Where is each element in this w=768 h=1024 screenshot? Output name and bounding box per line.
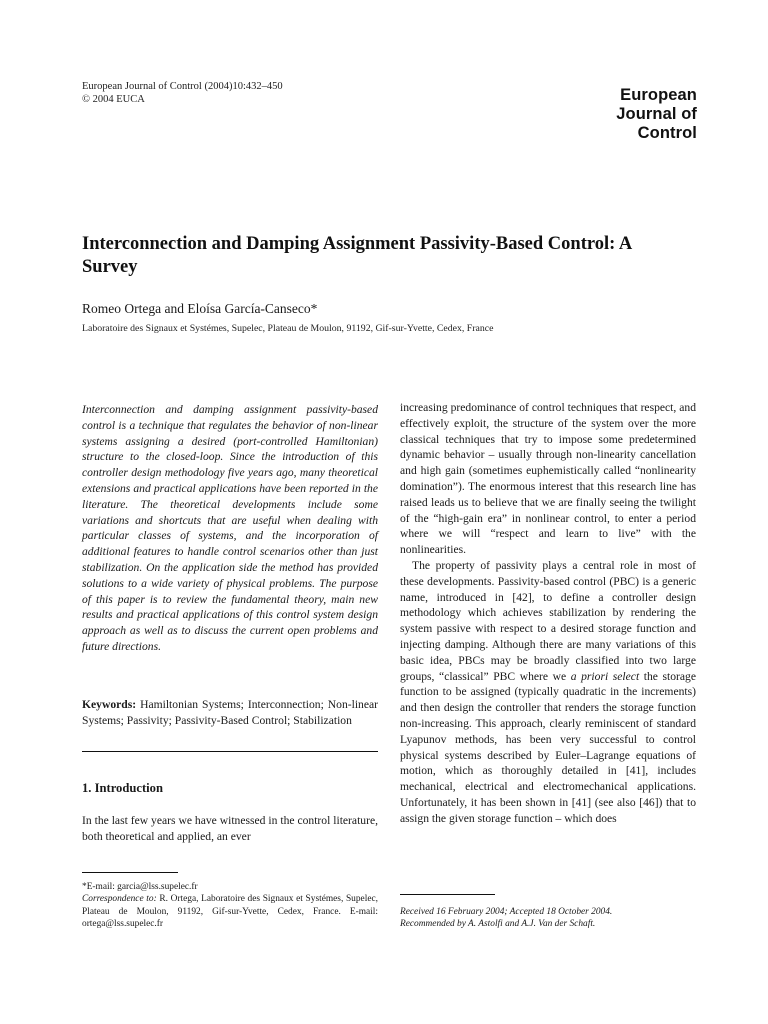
paragraph-2-part-b: the storage function to be assigned (typically quadratic in the increments) and then design the controller that renders the storage function non-increasing. This approach, clearly reminiscent of standard Lyapunov methods, has been very successful to control physical systems described by Euler–Lagrange equations of motion, which as thoroughly detailed in [41], includes mechanical, electrical and electromechanical applications. Unfortunately, it has been shown in [41] (see also [46]) that to assign the given storage function – which does <box>400 669 696 825</box>
author-affiliation: Laboratoire des Signaux et Systémes, Supelec, Plateau de Moulon, 91192, Gif-sur-Yvette, Cedex, France <box>82 323 494 334</box>
logo-line-1: European <box>620 86 697 104</box>
paragraph-2-part-a: The property of passivity plays a central role in most of these developments. Passivity-based control (PBC) is a generic name, introduced in [42], to define a controller design methodology which achieves stabilization by rendering the system passive with respect to a desired storage function and injecting damping. Although there are many variations of this basic idea, PBCs may be broadly classified into two large groups, “classical” PBC where we <box>400 558 696 683</box>
logo-line-3: Control <box>637 124 697 142</box>
received-dates: Received 16 February 2004; Accepted 18 October 2004. <box>400 907 613 917</box>
introduction-text: In the last few years we have witnessed in the control literature, both theoretical and applied, an ever <box>82 814 378 843</box>
paragraph-2 <box>400 558 696 827</box>
recommended-by: Recommended by A. Astolfi and A.J. Van der Schaft. <box>400 919 596 930</box>
keywords-label: Keywords: <box>82 698 137 711</box>
copyright-line: © 2004 EUCA <box>82 94 145 105</box>
right-column-body <box>400 400 696 827</box>
abstract: Interconnection and damping assignment passivity-based control is a technique that regulates the behavior of non-linear systems assigning a desired (port-controlled Hamiltonian) structure to the closed-loop. Since the introduction of this controller design methodology five years ago, many theoretical extensions and practical applications have been reported in the literature. The theoretical developments include some variations and shortcuts that are useful when dealing with particular classes of systems, and the incorporation of additional features to handle control scenarios other than just stabilization. On the application side the method has provided solutions to a wide variety of physical problems. The purpose of this paper is to review the fundamental theory, main new results and practical applications of this control system design approach as well as to discuss the current open problems and future directions. <box>82 403 378 653</box>
journal-reference <box>82 80 283 106</box>
footnote-correspondence <box>82 893 378 930</box>
paragraph-2-emphasis: a priori select <box>570 669 640 683</box>
paragraph-1: increasing predominance of control techniques that respect, and effectively exploit, the structure of the system over the more classical techniques that try to impose some predetermined dynamic behavior – usually through non-linearity cancellation and high gain (sometimes euphemistically called “nonlinearity domination”). The enormous interest that this research line has raised leads us to believe that we are finally seeing the twilight of the “high-gain era” in nonlinear control, to enter a period where we will “respect and learn to live” with the nonlinearities. <box>400 401 696 557</box>
logo-line-2: Journal of <box>616 105 697 123</box>
article-title: Interconnection and Damping Assignment Passivity-Based Control: A Survey <box>82 234 632 277</box>
article-authors: Romeo Ortega and Eloísa García-Canseco* <box>82 301 318 316</box>
received-divider <box>400 894 495 895</box>
correspondence-text: R. Ortega, Laboratoire des Signaux et Systémes, Supelec, Plateau de Moulon, 91192, Gif-sur-Yvette, Cedex, France. E-mail: ortega@lss.supelec.fr <box>82 894 378 930</box>
footnote-divider <box>82 872 178 873</box>
keywords-text: Hamiltonian Systems; Interconnection; Non-linear Systems; Passivity; Passivity-Based Control; Stabilization <box>82 698 378 727</box>
received-note <box>400 906 696 931</box>
correspondence-label: Correspondence to: <box>82 894 157 905</box>
section-divider <box>82 751 378 752</box>
footnote-email: *E-mail: garcia@lss.supelec.fr <box>82 882 198 892</box>
section-heading-introduction: 1. Introduction <box>82 781 163 795</box>
footnote <box>82 881 378 931</box>
journal-citation: European Journal of Control (2004)10:432–450 <box>82 81 283 92</box>
keywords <box>82 697 378 729</box>
journal-logo <box>616 86 697 143</box>
